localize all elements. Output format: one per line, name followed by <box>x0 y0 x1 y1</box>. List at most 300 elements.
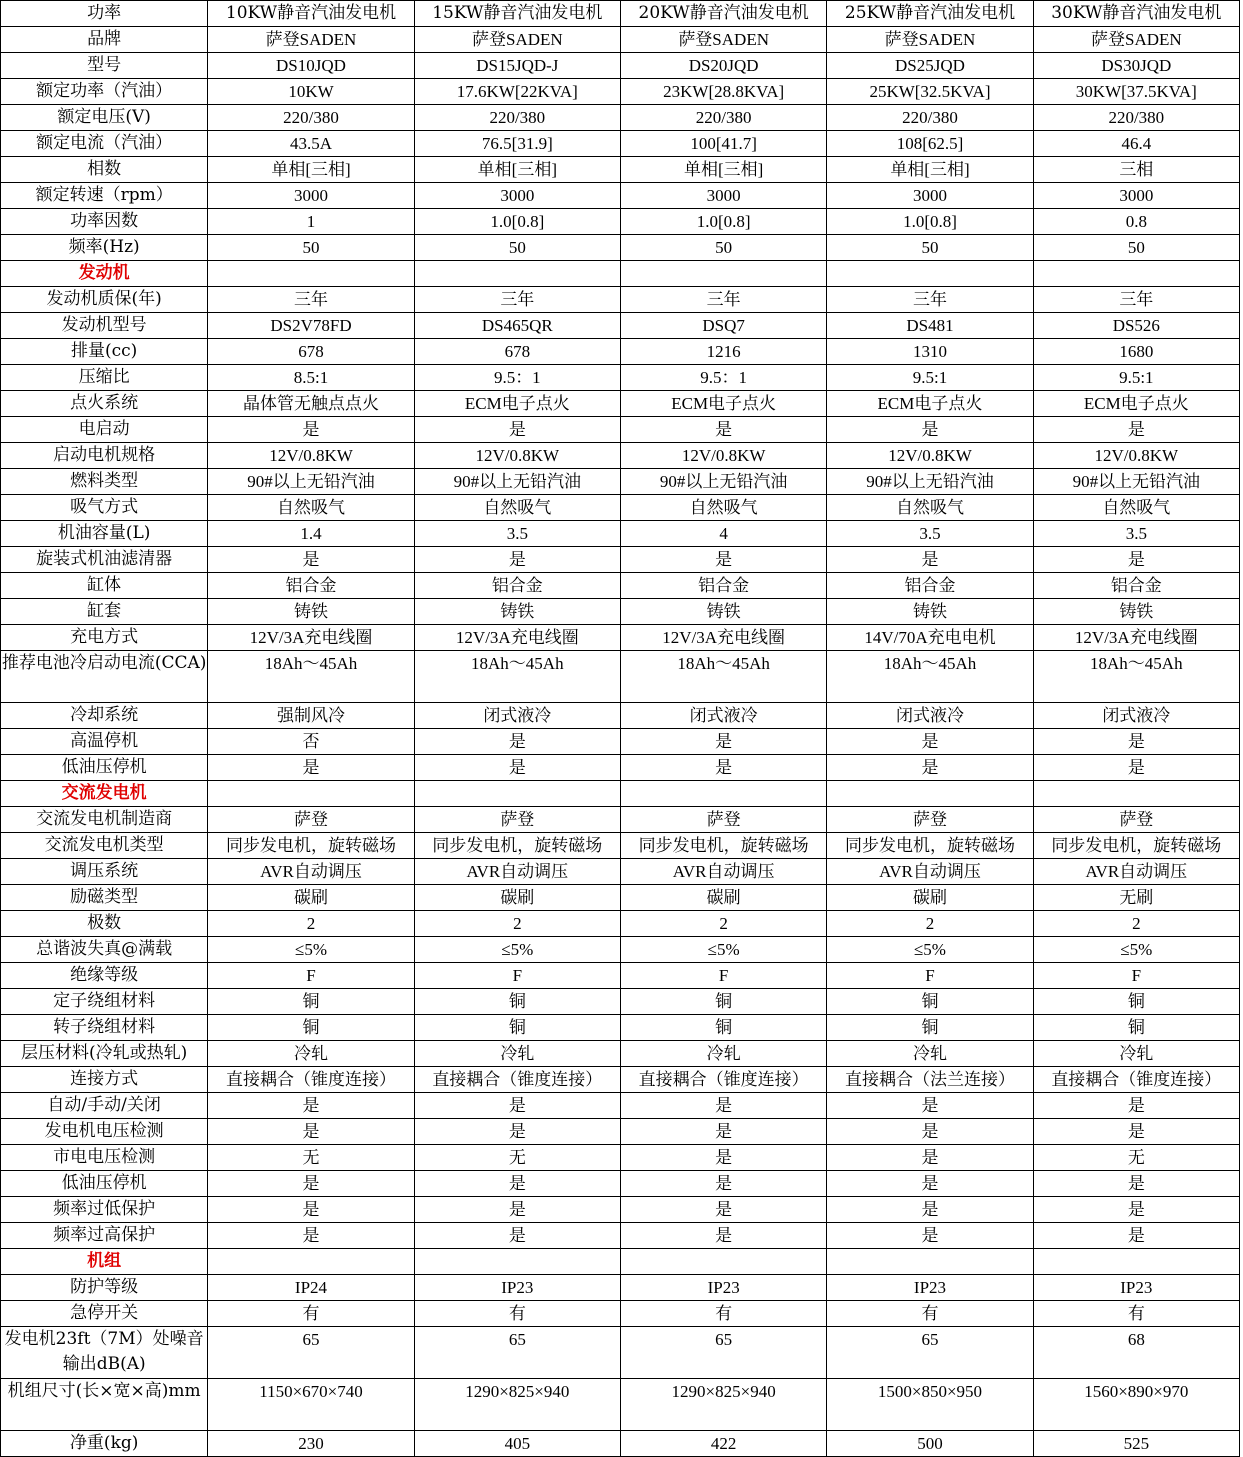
section-row <box>1 261 1240 287</box>
spec-value-model-3: 3000 <box>620 183 826 209</box>
spec-value-model-5: 12V/0.8KW <box>1033 443 1239 469</box>
spec-value-model-5: 直接耦合（锥度连接） <box>1033 1067 1239 1093</box>
row-label: 吸气方式 <box>1 495 208 521</box>
spec-value-model-2: 220/380 <box>414 105 620 131</box>
spec-value-model-2: 铸铁 <box>414 599 620 625</box>
spec-row <box>1 937 1240 963</box>
spec-row <box>1 209 1240 235</box>
spec-value-model-2: 铜 <box>414 989 620 1015</box>
spec-value-model-5: 68 <box>1033 1327 1239 1379</box>
empty-cell <box>414 781 620 807</box>
section-row <box>1 1249 1240 1275</box>
spec-value-model-2: 无 <box>414 1145 620 1171</box>
spec-value-model-2: 1.0[0.8] <box>414 209 620 235</box>
spec-value-model-1: 是 <box>208 417 414 443</box>
spec-value-model-1: 12V/0.8KW <box>208 443 414 469</box>
row-label: 缸套 <box>1 599 208 625</box>
spec-value-model-3: 铜 <box>620 1015 826 1041</box>
spec-row <box>1 1223 1240 1249</box>
spec-row <box>1 79 1240 105</box>
spec-value-model-1: 否 <box>208 729 414 755</box>
spec-value-model-4: 萨登 <box>827 807 1033 833</box>
spec-value-model-5: 220/380 <box>1033 105 1239 131</box>
spec-row <box>1 131 1240 157</box>
empty-cell <box>1033 261 1239 287</box>
spec-value-model-5: 无 <box>1033 1145 1239 1171</box>
spec-value-model-3: 有 <box>620 1301 826 1327</box>
spec-value-model-1: 是 <box>208 755 414 781</box>
spec-value-model-4: F <box>827 963 1033 989</box>
spec-value-model-5: 2 <box>1033 911 1239 937</box>
row-label: 励磁类型 <box>1 885 208 911</box>
row-label: 发动机质保(年) <box>1 287 208 313</box>
spec-value-model-5: 50 <box>1033 235 1239 261</box>
section-heading: 交流发电机 <box>1 781 208 807</box>
spec-value-model-1: 1150×670×740 <box>208 1379 414 1431</box>
row-label: 连接方式 <box>1 1067 208 1093</box>
spec-value-model-3: AVR自动调压 <box>620 859 826 885</box>
spec-value-model-5: 铜 <box>1033 989 1239 1015</box>
spec-value-model-4: 是 <box>827 1145 1033 1171</box>
section-heading: 发动机 <box>1 261 208 287</box>
spec-value-model-3: 65 <box>620 1327 826 1379</box>
spec-value-model-2: 50 <box>414 235 620 261</box>
spec-value-model-2: 是 <box>414 417 620 443</box>
spec-row <box>1 1327 1240 1379</box>
spec-value-model-5: 有 <box>1033 1301 1239 1327</box>
spec-value-model-1: 铜 <box>208 989 414 1015</box>
spec-value-model-5: 铸铁 <box>1033 599 1239 625</box>
row-label: 交流发电机制造商 <box>1 807 208 833</box>
spec-value-model-4: 1.0[0.8] <box>827 209 1033 235</box>
spec-value-model-4: 是 <box>827 1171 1033 1197</box>
spec-row <box>1 703 1240 729</box>
spec-value-model-5: ECM电子点火 <box>1033 391 1239 417</box>
spec-value-model-2: 是 <box>414 1171 620 1197</box>
spec-value-model-4: 单相[三相] <box>827 157 1033 183</box>
spec-row <box>1 729 1240 755</box>
spec-row <box>1 1301 1240 1327</box>
header-cell-model-3: 20KW静音汽油发电机 <box>620 1 826 27</box>
spec-value-model-1: 铝合金 <box>208 573 414 599</box>
spec-value-model-2: 闭式液冷 <box>414 703 620 729</box>
spec-value-model-3: 12V/3A充电线圈 <box>620 625 826 651</box>
spec-value-model-5: 12V/3A充电线圈 <box>1033 625 1239 651</box>
spec-value-model-5: 铝合金 <box>1033 573 1239 599</box>
spec-value-model-4: 3.5 <box>827 521 1033 547</box>
spec-row <box>1 157 1240 183</box>
row-label: 绝缘等级 <box>1 963 208 989</box>
spec-value-model-4: 是 <box>827 547 1033 573</box>
spec-value-model-4: 是 <box>827 1197 1033 1223</box>
spec-value-model-5: 三年 <box>1033 287 1239 313</box>
spec-value-model-4: 是 <box>827 1223 1033 1249</box>
spec-row <box>1 885 1240 911</box>
spec-value-model-2: 1290×825×940 <box>414 1379 620 1431</box>
empty-cell <box>827 1249 1033 1275</box>
spec-value-model-1: 8.5:1 <box>208 365 414 391</box>
spec-row <box>1 521 1240 547</box>
spec-value-model-1: 2 <box>208 911 414 937</box>
spec-row <box>1 833 1240 859</box>
spec-value-model-1: 3000 <box>208 183 414 209</box>
spec-value-model-4: 是 <box>827 1119 1033 1145</box>
spec-value-model-4: DS481 <box>827 313 1033 339</box>
spec-value-model-5: DS30JQD <box>1033 53 1239 79</box>
spec-value-model-1: 强制风冷 <box>208 703 414 729</box>
row-label: 频率过高保护 <box>1 1223 208 1249</box>
spec-value-model-5: AVR自动调压 <box>1033 859 1239 885</box>
empty-cell <box>620 781 826 807</box>
header-row <box>1 1 1240 27</box>
spec-value-model-4: ≤5% <box>827 937 1033 963</box>
spec-value-model-3: 同步发电机，旋转磁场 <box>620 833 826 859</box>
spec-value-model-5: 525 <box>1033 1431 1239 1457</box>
spec-value-model-5: 无刷 <box>1033 885 1239 911</box>
spec-value-model-5: 自然吸气 <box>1033 495 1239 521</box>
spec-value-model-4: 2 <box>827 911 1033 937</box>
row-label: 电启动 <box>1 417 208 443</box>
spec-value-model-4: 铜 <box>827 1015 1033 1041</box>
header-cell-model-1: 10KW静音汽油发电机 <box>208 1 414 27</box>
spec-value-model-4: 50 <box>827 235 1033 261</box>
spec-value-model-1: 10KW <box>208 79 414 105</box>
spec-value-model-1: DS10JQD <box>208 53 414 79</box>
spec-value-model-3: 2 <box>620 911 826 937</box>
spec-value-model-4: 90#以上无铅汽油 <box>827 469 1033 495</box>
spec-table-body <box>1 1 1240 1457</box>
spec-value-model-3: 4 <box>620 521 826 547</box>
empty-cell <box>208 1249 414 1275</box>
spec-value-model-1: ≤5% <box>208 937 414 963</box>
spec-value-model-5: ≤5% <box>1033 937 1239 963</box>
spec-value-model-4: 冷轧 <box>827 1041 1033 1067</box>
empty-cell <box>1033 781 1239 807</box>
row-label: 点火系统 <box>1 391 208 417</box>
row-label: 额定转速（rpm） <box>1 183 208 209</box>
spec-value-model-1: 冷轧 <box>208 1041 414 1067</box>
spec-value-model-2: AVR自动调压 <box>414 859 620 885</box>
spec-value-model-3: 碳刷 <box>620 885 826 911</box>
spec-value-model-2: 90#以上无铅汽油 <box>414 469 620 495</box>
spec-value-model-2: ≤5% <box>414 937 620 963</box>
spec-value-model-1: F <box>208 963 414 989</box>
spec-value-model-1: 晶体管无触点点火 <box>208 391 414 417</box>
spec-value-model-3: 12V/0.8KW <box>620 443 826 469</box>
spec-value-model-4: 萨登SADEN <box>827 27 1033 53</box>
spec-value-model-2: 是 <box>414 1119 620 1145</box>
row-label: 净重(kg) <box>1 1431 208 1457</box>
spec-value-model-2: 铜 <box>414 1015 620 1041</box>
spec-value-model-1: 18Ah～45Ah <box>208 651 414 703</box>
spec-value-model-1: 1.4 <box>208 521 414 547</box>
spec-value-model-3: 单相[三相] <box>620 157 826 183</box>
spec-row <box>1 235 1240 261</box>
spec-value-model-5: 萨登SADEN <box>1033 27 1239 53</box>
spec-value-model-4: 108[62.5] <box>827 131 1033 157</box>
spec-value-model-1: 65 <box>208 1327 414 1379</box>
spec-value-model-1: 是 <box>208 547 414 573</box>
row-label: 功率因数 <box>1 209 208 235</box>
spec-value-model-3: ECM电子点火 <box>620 391 826 417</box>
spec-value-model-5: 是 <box>1033 1119 1239 1145</box>
spec-row <box>1 1041 1240 1067</box>
spec-value-model-2: 是 <box>414 1223 620 1249</box>
spec-value-model-2: 是 <box>414 547 620 573</box>
spec-value-model-3: 422 <box>620 1431 826 1457</box>
spec-value-model-4: 铝合金 <box>827 573 1033 599</box>
spec-value-model-5: IP23 <box>1033 1275 1239 1301</box>
row-label: 型号 <box>1 53 208 79</box>
spec-value-model-2: 三年 <box>414 287 620 313</box>
spec-value-model-2: 12V/3A充电线圈 <box>414 625 620 651</box>
spec-row <box>1 911 1240 937</box>
spec-value-model-3: 9.5：1 <box>620 365 826 391</box>
spec-value-model-3: F <box>620 963 826 989</box>
row-label: 启动电机规格 <box>1 443 208 469</box>
row-label: 燃料类型 <box>1 469 208 495</box>
row-label: 转子绕组材料 <box>1 1015 208 1041</box>
spec-value-model-3: 是 <box>620 1171 826 1197</box>
spec-row <box>1 599 1240 625</box>
spec-value-model-1: 同步发电机，旋转磁场 <box>208 833 414 859</box>
spec-value-model-4: IP23 <box>827 1275 1033 1301</box>
spec-value-model-3: 萨登SADEN <box>620 27 826 53</box>
spec-value-model-3: 自然吸气 <box>620 495 826 521</box>
spec-value-model-2: 是 <box>414 1093 620 1119</box>
spec-value-model-2: 12V/0.8KW <box>414 443 620 469</box>
spec-value-model-2: DS15JQD-J <box>414 53 620 79</box>
empty-cell <box>208 781 414 807</box>
spec-row <box>1 573 1240 599</box>
spec-value-model-4: 500 <box>827 1431 1033 1457</box>
row-label: 排量(cc) <box>1 339 208 365</box>
spec-value-model-5: 三相 <box>1033 157 1239 183</box>
spec-value-model-1: AVR自动调压 <box>208 859 414 885</box>
spec-value-model-3: 冷轧 <box>620 1041 826 1067</box>
row-label: 频率(Hz) <box>1 235 208 261</box>
spec-value-model-2: 直接耦合（锥度连接） <box>414 1067 620 1093</box>
spec-value-model-5: 是 <box>1033 755 1239 781</box>
spec-value-model-4: 有 <box>827 1301 1033 1327</box>
spec-row <box>1 963 1240 989</box>
spec-value-model-5: 1560×890×970 <box>1033 1379 1239 1431</box>
spec-value-model-5: 是 <box>1033 547 1239 573</box>
spec-value-model-1: 220/380 <box>208 105 414 131</box>
spec-value-model-4: 直接耦合（法兰连接） <box>827 1067 1033 1093</box>
spec-value-model-2: IP23 <box>414 1275 620 1301</box>
header-cell-model-2: 15KW静音汽油发电机 <box>414 1 620 27</box>
spec-value-model-2: 是 <box>414 729 620 755</box>
spec-row <box>1 1015 1240 1041</box>
row-label: 机油容量(L) <box>1 521 208 547</box>
spec-value-model-2: 65 <box>414 1327 620 1379</box>
empty-cell <box>414 1249 620 1275</box>
spec-value-model-2: 萨登SADEN <box>414 27 620 53</box>
spec-value-model-3: 三年 <box>620 287 826 313</box>
spec-value-model-5: 是 <box>1033 729 1239 755</box>
spec-value-model-5: 9.5:1 <box>1033 365 1239 391</box>
row-label: 额定功率（汽油） <box>1 79 208 105</box>
row-label: 品牌 <box>1 27 208 53</box>
spec-value-model-1: IP24 <box>208 1275 414 1301</box>
spec-value-model-4: 铸铁 <box>827 599 1033 625</box>
spec-value-model-1: 萨登SADEN <box>208 27 414 53</box>
spec-value-model-5: 是 <box>1033 1223 1239 1249</box>
spec-value-model-2: 17.6KW[22KVA] <box>414 79 620 105</box>
section-row <box>1 781 1240 807</box>
spec-row <box>1 547 1240 573</box>
empty-cell <box>620 1249 826 1275</box>
spec-row <box>1 27 1240 53</box>
spec-value-model-4: 是 <box>827 729 1033 755</box>
spec-value-model-2: 18Ah～45Ah <box>414 651 620 703</box>
spec-row <box>1 495 1240 521</box>
spec-value-model-4: 闭式液冷 <box>827 703 1033 729</box>
spec-row <box>1 1145 1240 1171</box>
spec-row <box>1 105 1240 131</box>
row-label: 高温停机 <box>1 729 208 755</box>
row-label: 相数 <box>1 157 208 183</box>
spec-value-model-2: 是 <box>414 1197 620 1223</box>
spec-value-model-1: 43.5A <box>208 131 414 157</box>
spec-value-model-2: 9.5：1 <box>414 365 620 391</box>
spec-row <box>1 859 1240 885</box>
row-label: 交流发电机类型 <box>1 833 208 859</box>
spec-value-model-5: 90#以上无铅汽油 <box>1033 469 1239 495</box>
spec-value-model-5: 冷轧 <box>1033 1041 1239 1067</box>
spec-row <box>1 1093 1240 1119</box>
spec-value-model-4: DS25JQD <box>827 53 1033 79</box>
spec-value-model-5: 同步发电机，旋转磁场 <box>1033 833 1239 859</box>
row-label: 防护等级 <box>1 1275 208 1301</box>
spec-value-model-1: 有 <box>208 1301 414 1327</box>
spec-value-model-4: 18Ah～45Ah <box>827 651 1033 703</box>
section-heading: 机组 <box>1 1249 208 1275</box>
spec-value-model-1: 1 <box>208 209 414 235</box>
spec-value-model-1: 是 <box>208 1119 414 1145</box>
row-label: 低油压停机 <box>1 755 208 781</box>
spec-value-model-1: 678 <box>208 339 414 365</box>
spec-value-model-2: 3000 <box>414 183 620 209</box>
spec-value-model-1: 直接耦合（锥度连接） <box>208 1067 414 1093</box>
spec-row <box>1 651 1240 703</box>
spec-value-model-4: AVR自动调压 <box>827 859 1033 885</box>
spec-row <box>1 313 1240 339</box>
spec-value-model-1: 12V/3A充电线圈 <box>208 625 414 651</box>
spec-value-model-4: ECM电子点火 <box>827 391 1033 417</box>
row-label: 缸体 <box>1 573 208 599</box>
spec-value-model-5: 3000 <box>1033 183 1239 209</box>
empty-cell <box>1033 1249 1239 1275</box>
spec-value-model-5: 萨登 <box>1033 807 1239 833</box>
spec-value-model-1: 是 <box>208 1197 414 1223</box>
spec-row <box>1 1431 1240 1457</box>
spec-value-model-5: 0.8 <box>1033 209 1239 235</box>
row-label: 发电机电压检测 <box>1 1119 208 1145</box>
row-label: 极数 <box>1 911 208 937</box>
spec-value-model-3: DS20JQD <box>620 53 826 79</box>
row-label: 调压系统 <box>1 859 208 885</box>
spec-value-model-3: 1290×825×940 <box>620 1379 826 1431</box>
spec-value-model-5: 是 <box>1033 1197 1239 1223</box>
spec-value-model-2: F <box>414 963 620 989</box>
row-label: 推荐电池冷启动电流(CCA) <box>1 651 208 703</box>
spec-value-model-5: 闭式液冷 <box>1033 703 1239 729</box>
row-label: 额定电流（汽油） <box>1 131 208 157</box>
spec-value-model-3: 铜 <box>620 989 826 1015</box>
spec-value-model-2: DS465QR <box>414 313 620 339</box>
spec-value-model-2: 碳刷 <box>414 885 620 911</box>
spec-value-model-1: 50 <box>208 235 414 261</box>
spec-value-model-1: 90#以上无铅汽油 <box>208 469 414 495</box>
spec-value-model-5: 是 <box>1033 1171 1239 1197</box>
spec-value-model-2: 678 <box>414 339 620 365</box>
row-label: 冷却系统 <box>1 703 208 729</box>
row-label: 频率过低保护 <box>1 1197 208 1223</box>
spec-row <box>1 625 1240 651</box>
spec-row <box>1 417 1240 443</box>
spec-value-model-3: 萨登 <box>620 807 826 833</box>
spec-value-model-4: 是 <box>827 755 1033 781</box>
spec-value-model-2: 萨登 <box>414 807 620 833</box>
spec-value-model-2: 同步发电机，旋转磁场 <box>414 833 620 859</box>
spec-value-model-3: 铸铁 <box>620 599 826 625</box>
spec-value-model-5: F <box>1033 963 1239 989</box>
empty-cell <box>827 261 1033 287</box>
spec-value-model-4: 65 <box>827 1327 1033 1379</box>
spec-value-model-5: DS526 <box>1033 313 1239 339</box>
spec-value-model-3: 是 <box>620 1223 826 1249</box>
spec-row <box>1 989 1240 1015</box>
spec-value-model-3: ≤5% <box>620 937 826 963</box>
spec-row <box>1 365 1240 391</box>
spec-value-model-1: 自然吸气 <box>208 495 414 521</box>
spec-value-model-5: 46.4 <box>1033 131 1239 157</box>
spec-row <box>1 443 1240 469</box>
spec-value-model-1: 230 <box>208 1431 414 1457</box>
row-label: 额定电压(V) <box>1 105 208 131</box>
spec-value-model-4: 25KW[32.5KVA] <box>827 79 1033 105</box>
spec-value-model-4: 12V/0.8KW <box>827 443 1033 469</box>
row-label: 层压材料(冷轧或热轧) <box>1 1041 208 1067</box>
spec-value-model-2: 铝合金 <box>414 573 620 599</box>
spec-row <box>1 1379 1240 1431</box>
spec-value-model-4: 是 <box>827 1093 1033 1119</box>
spec-value-model-1: 是 <box>208 1093 414 1119</box>
spec-value-model-5: 1680 <box>1033 339 1239 365</box>
row-label: 压缩比 <box>1 365 208 391</box>
spec-row <box>1 755 1240 781</box>
spec-value-model-2: 有 <box>414 1301 620 1327</box>
spec-row <box>1 391 1240 417</box>
spec-value-model-1: 铸铁 <box>208 599 414 625</box>
row-label: 旋装式机油滤清器 <box>1 547 208 573</box>
spec-value-model-1: 单相[三相] <box>208 157 414 183</box>
spec-value-model-5: 是 <box>1033 1093 1239 1119</box>
row-label: 自动/手动/关闭 <box>1 1093 208 1119</box>
empty-cell <box>827 781 1033 807</box>
spec-value-model-2: 单相[三相] <box>414 157 620 183</box>
spec-value-model-2: 76.5[31.9] <box>414 131 620 157</box>
spec-value-model-4: 铜 <box>827 989 1033 1015</box>
spec-value-model-2: 3.5 <box>414 521 620 547</box>
spec-value-model-2: 是 <box>414 755 620 781</box>
spec-value-model-4: 1310 <box>827 339 1033 365</box>
spec-value-model-1: 萨登 <box>208 807 414 833</box>
spec-value-model-3: 是 <box>620 729 826 755</box>
row-label: 发动机型号 <box>1 313 208 339</box>
